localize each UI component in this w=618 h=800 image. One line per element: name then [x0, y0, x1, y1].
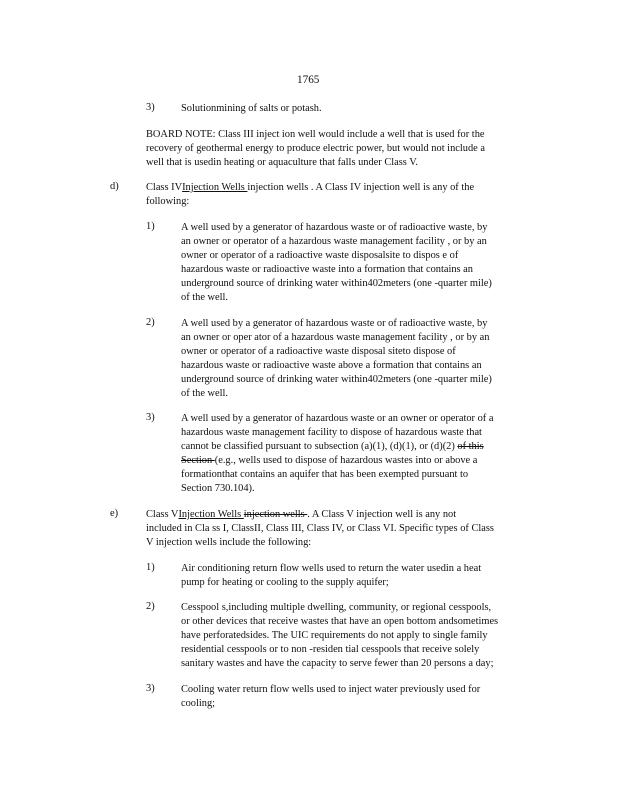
- list-label: 3): [146, 102, 155, 113]
- list-label: 1): [146, 221, 155, 232]
- section-e-heading-cont: V injection wells include the following:: [146, 537, 312, 548]
- section-label-e: e): [110, 508, 119, 519]
- list-label: 3): [146, 412, 155, 423]
- list-label: 2): [146, 317, 155, 328]
- deleted-text: Section: [181, 455, 215, 466]
- section-d-heading-cont: following:: [146, 196, 190, 207]
- page-number: 1765: [297, 74, 320, 86]
- section-label-d: d): [110, 181, 119, 192]
- list-item-text: Solutionmining of salts or potash.: [181, 103, 322, 114]
- section-e-heading: Class VInjection Wells injection wells . A Class V injection well is any not: [146, 509, 457, 520]
- list-label: 1): [146, 562, 155, 573]
- inserted-text: Injection Wells: [182, 182, 248, 193]
- list-label: 2): [146, 601, 155, 612]
- inserted-text: Injection Wells: [178, 509, 244, 520]
- list-label: 3): [146, 683, 155, 694]
- deleted-text: of this: [457, 441, 484, 452]
- section-e-heading-cont: included in Cla ss I, ClassII, Class III, Class IV, or Class VI. Specific types of Class: [146, 523, 494, 534]
- deleted-text: injection wells: [243, 509, 308, 520]
- section-d-heading: Class IVInjection Wells injection wells . A Class IV injection well is any of the: [146, 182, 475, 193]
